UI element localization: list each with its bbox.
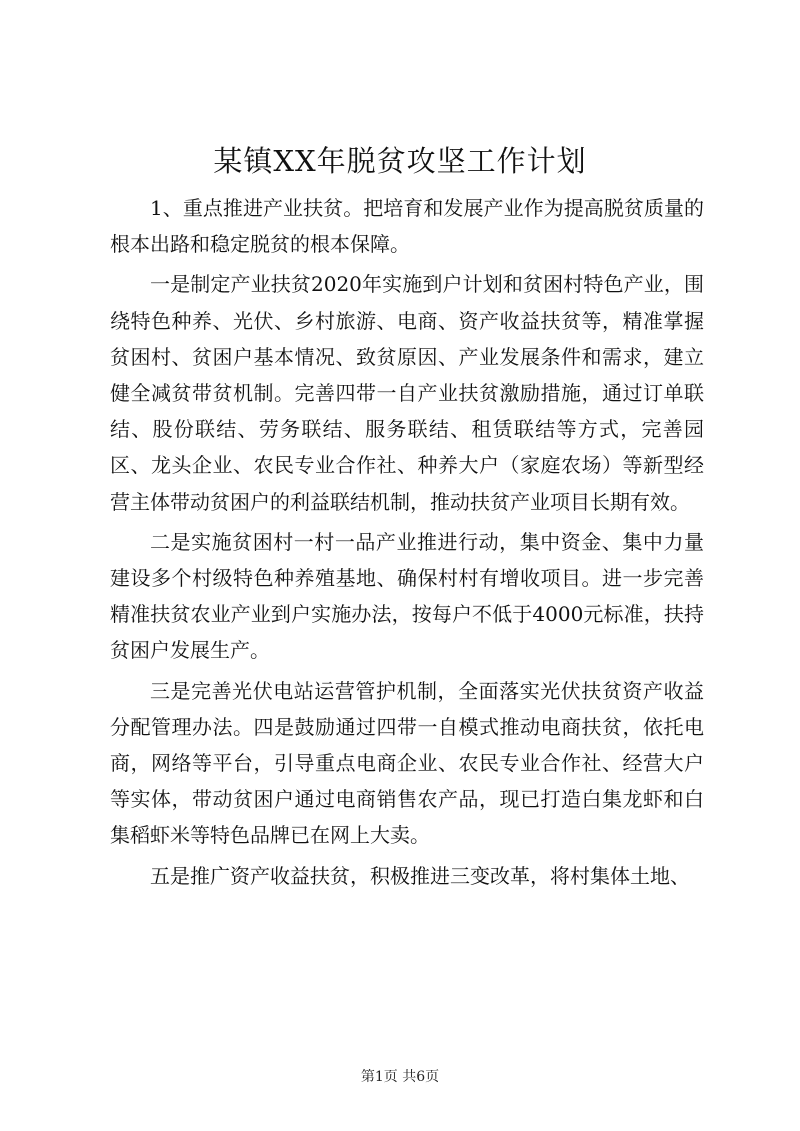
- paragraph-2: 一是制定产业扶贫2020年实施到户计划和贫困村特色产业，围绕特色种养、光伏、乡村旅游、电商、资产收益扶贫等，精准掌握贫困村、贫困户基本情况、致贫原因、产业发展条件和需求，建立健全减贫带贫机制。完善四带一自产业扶贫激励措施，通过订单联结、股份联结、劳务联结、服务联结、租赁联结等方式，完善园区、龙头企业、农民专业合作社、种养大户（家庭农场）等新型经营主体带动贫困户的利益联结机制，推动扶贫产业项目长期有效。: [110, 272, 704, 514]
- paragraph-5: 五是推广资产收益扶贫，积极推进三变改革，将村集体土地、: [150, 863, 690, 888]
- page-number-footer: 第1页 共6页: [360, 1069, 440, 1085]
- document-body: [110, 190, 704, 898]
- paragraph-4: 三是完善光伏电站运营管护机制，全面落实光伏扶贫资产收益分配管理办法。四是鼓励通过四带一自模式推动电商扶贫，依托电商，网络等平台，引导重点电商企业、农民专业合作社、经营大户等实体，带动贫困户通过电商销售农产品，现已打造白集龙虾和白集稻虾米等特色品牌已在网上大卖。: [110, 678, 704, 848]
- paragraph-1: 1、重点推进产业扶贫。把培育和发展产业作为提高脱贫质量的根本出路和稳定脱贫的根本保障。: [110, 196, 704, 257]
- paragraph-3: 二是实施贫困村一村一品产业推进行动，集中资金、集中力量建设多个村级特色种养殖基地、确保村村有增收项目。进一步完善精准扶贫农业产业到户实施办法，按每户不低于4000元标准，扶持贫困户发展生产。: [110, 529, 704, 663]
- document-title: 某镇XX年脱贫攻坚工作计划: [213, 144, 587, 178]
